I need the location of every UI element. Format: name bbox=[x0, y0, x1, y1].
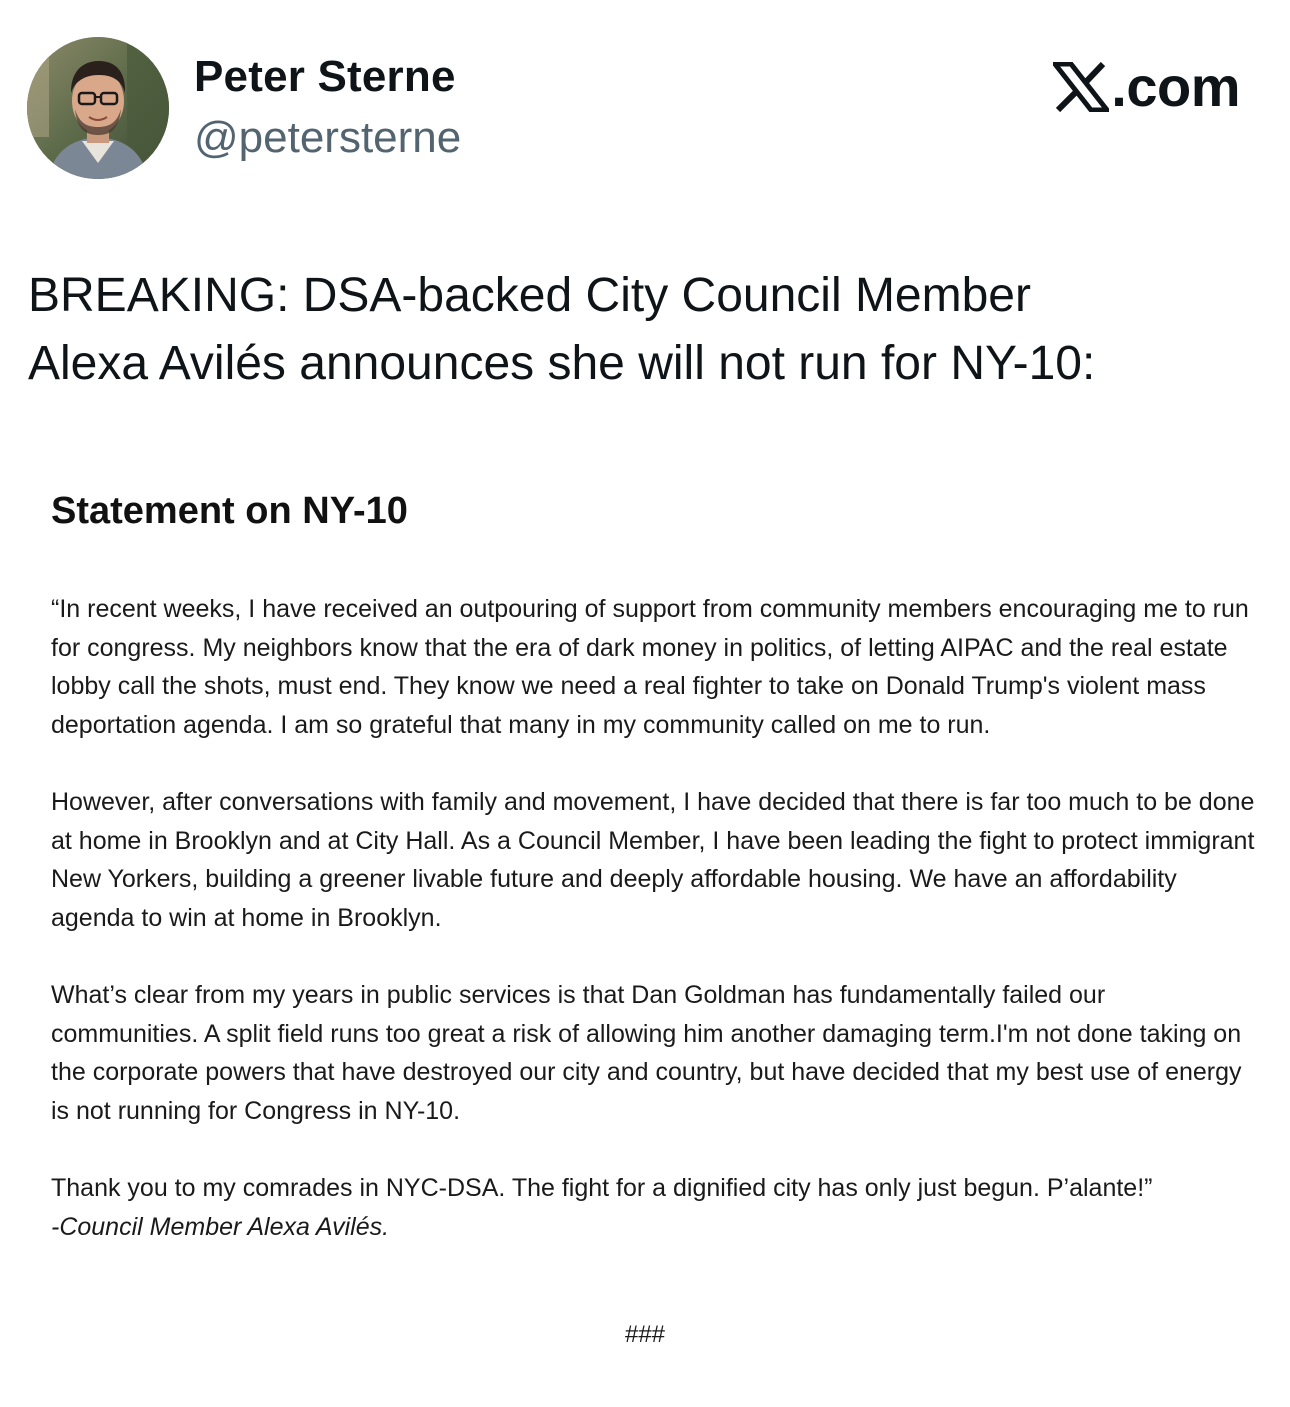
x-logo-icon bbox=[1053, 62, 1109, 112]
statement-paragraph: However, after conversations with family and movement, I have decided that there is far too much to be done at home in Brooklyn and at City Hall. As a Council Member, I have been leading the fight to protect immigrant New Yorkers, building a greener livable future and deeply affordable housing. We have an affordability agenda to win at home in Brooklyn. bbox=[51, 787, 1255, 932]
profile-photo bbox=[27, 37, 169, 179]
statement-end-mark: ### bbox=[624, 1321, 666, 1348]
statement-paragraph: What’s clear from my years in public services is that Dan Goldman has fundamentally failed our communities. A split field runs too great a risk of allowing him another damaging term.I'm not done taking on the corporate powers that have destroyed our city and country, but have decided that my best use of energy is not running for Congress in NY-10. bbox=[51, 980, 1242, 1125]
avatar[interactable] bbox=[27, 37, 169, 179]
statement-signature: -Council Member Alexa Avilés. bbox=[51, 1212, 390, 1241]
brand-logo bbox=[1053, 55, 1240, 119]
statement-paragraph: Thank you to my comrades in NYC-DSA. The fight for a dignified city has only just begun. P’alante!” bbox=[51, 1173, 1153, 1202]
statement-body bbox=[51, 590, 1256, 1246]
author-name[interactable]: Peter Sterne bbox=[194, 52, 456, 101]
brand-domain: .com bbox=[1111, 55, 1240, 118]
statement-title: Statement on NY-10 bbox=[51, 490, 408, 532]
tweet-text-line: BREAKING: DSA-backed City Council Member bbox=[28, 269, 1031, 322]
author-handle[interactable]: @petersterne bbox=[194, 113, 462, 162]
statement-image[interactable] bbox=[0, 460, 1290, 1407]
tweet-text bbox=[28, 262, 1268, 398]
statement-paragraph: “In recent weeks, I have received an outpouring of support from community members encouraging me to run for congress. My neighbors know that the era of dark money in politics, of letting AIPAC and the real estate lobby call the shots, must end. They know we need a real fighter to take on Donald Trump's violent mass deportation agenda. I am so grateful that many in my community called on me to run. bbox=[51, 595, 1249, 739]
tweet-text-line: Alexa Avilés announces she will not run for NY-10: bbox=[28, 337, 1096, 390]
tweet-header bbox=[0, 0, 1290, 200]
